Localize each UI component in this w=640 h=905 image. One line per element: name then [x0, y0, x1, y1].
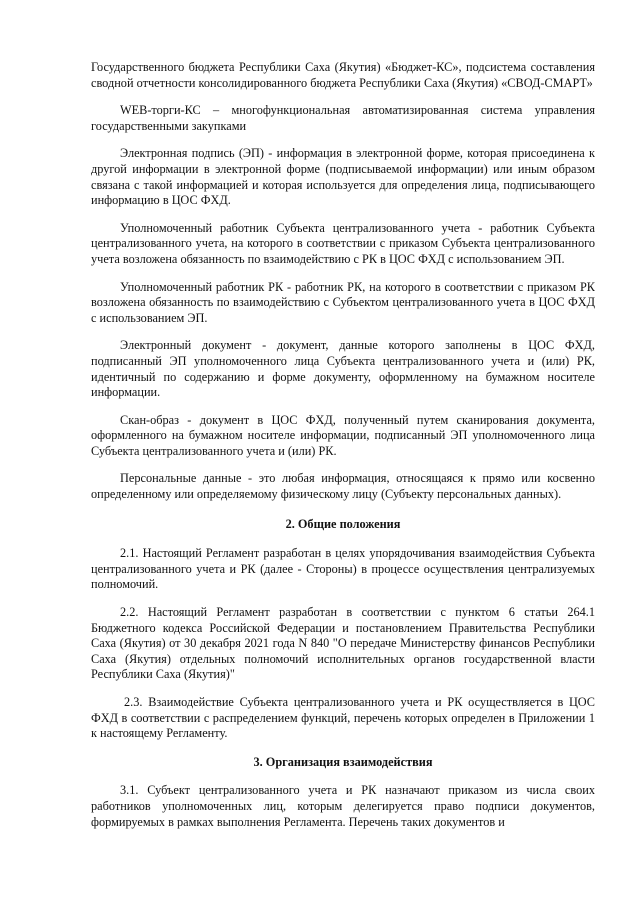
paragraph-scan-image-definition: Скан-образ - документ в ЦОС ФХД, полученный путем сканирования документа, оформленного на бумажном носителе информации, подписанный ЭП уполномоченного лица Субъекта централизованного учета и (или) РК.: [91, 412, 595, 458]
paragraph-authorized-employee-subject-definition: Уполномоченный работник Субъекта централизованного учета - работник Субъекта централизованного учета, на которого в соответствии с приказом Субъекта централизованного учета возложена обязанность по взаимодействию с РК в ЦОС ФХД с использованием ЭП.: [91, 220, 595, 266]
paragraph-personal-data-definition: Персональные данные - это любая информация, относящаяся к прямо или косвенно определенному или определяемому физическому лицу (Субъекту персональных данных).: [91, 471, 595, 502]
paragraph-budget-ks-continuation: Государственного бюджета Республики Саха (Якутия) «Бюджет-КС», подсистема составления сводной отчетности консолидированного бюджета Республики Саха (Якутия) «СВОД-СМАРТ»: [91, 60, 595, 90]
paragraph-web-torgi-definition: WEB-торги-КС – многофункциональная автоматизированная система управления государственными закупками: [91, 103, 595, 133]
paragraph-3-1: 3.1. Субъект централизованного учета и РК назначают приказом из числа своих работников уполномоченных лиц, которым делегируется право подписи документов, формируемых в рамках выполнения Регламента. Перечень таких документов и: [91, 783, 595, 829]
paragraph-2-3: 2.3. Взаимодействие Субъекта централизованного учета и РК осуществляется в ЦОС ФХД в соответствии с распределением функций, перечень которых определен в Приложении 1 к настоящему Регламенту.: [91, 695, 595, 741]
section-heading-general-provisions: 2. Общие положения: [285, 516, 401, 531]
section-heading-organization-of-interaction: 3. Организация взаимодействия: [253, 754, 433, 769]
paragraph-electronic-document-definition: Электронный документ - документ, данные которого заполнены в ЦОС ФХД, подписанный ЭП уполномоченного лица Субъекта централизованного учета и (или) РК, идентичный по содержанию и форме документу, оформленному на бумажном носителе информации.: [91, 338, 595, 400]
paragraph-authorized-employee-rk-definition: Уполномоченный работник РК - работник РК, на которого в соответствии с приказом РК возложена обязанность по взаимодействию с Субъектом централизованного учета в ЦОС ФХД с использованием ЭП.: [91, 279, 595, 325]
paragraph-2-2: 2.2. Настоящий Регламент разработан в соответствии с пунктом 6 статьи 264.1 Бюджетного кодекса Российской Федерации и постановлением Правительства Республики Саха (Якутия) от 30 декабря 2021 года N 840 "О передаче Министерству финансов Республики Саха (Якутия) отдельных полномочий исполнительных органов государственной власти Республики Саха (Якутия)": [91, 605, 595, 682]
paragraph-2-1: 2.1. Настоящий Регламент разработан в целях упорядочивания взаимодействия Субъекта централизованного учета и РК (далее - Стороны) в процессе осуществления централизуемых полномочий.: [91, 546, 595, 592]
document-body: [91, 60, 595, 830]
paragraph-electronic-signature-definition: Электронная подпись (ЭП) - информация в электронной форме, которая присоединена к другой информации в электронной форме (подписываемой информации) или иным образом связана с такой информацией и которая используется для определения лица, подписывающего информацию в ЦОС ФХД.: [91, 146, 595, 208]
